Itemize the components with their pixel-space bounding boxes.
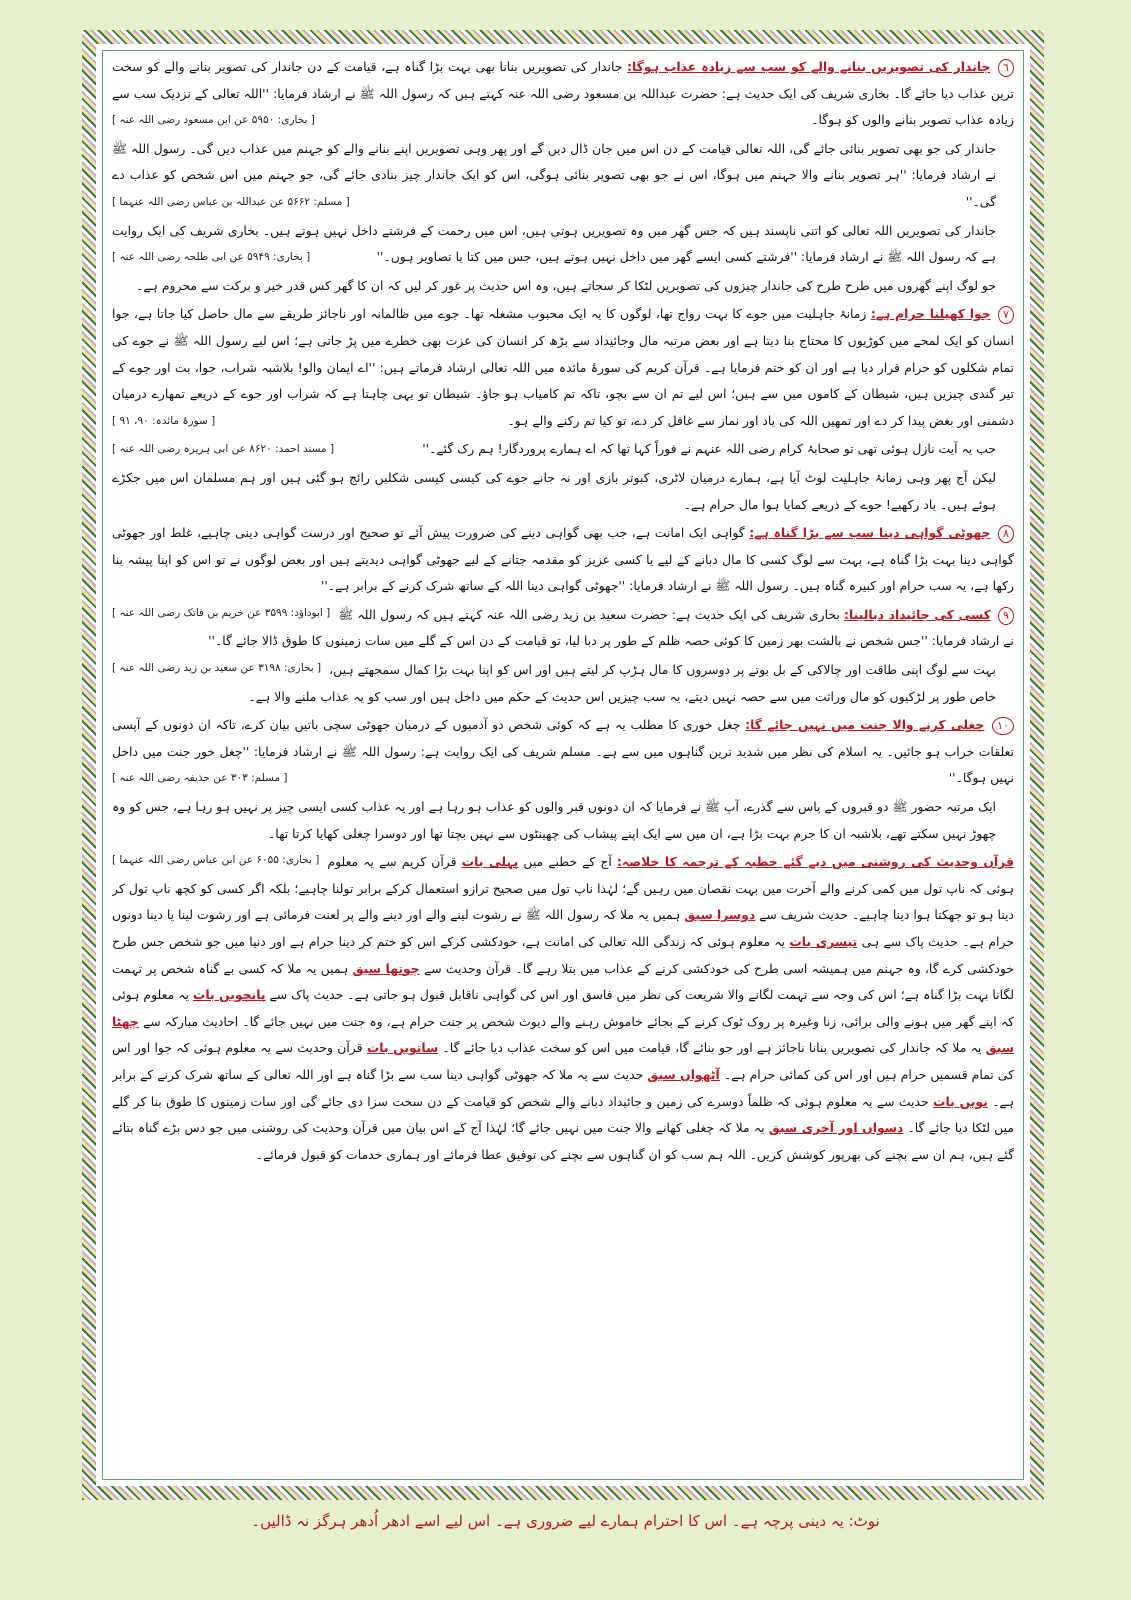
- paragraph-text: جو لوگ اپنے گھروں میں طرح طرح کی جاندار چیزوں کی تصویریں لٹکا کر سجاتے ہیں، وہ اس حدیث پر غور کر لیں کہ ان کا گھر کس قدر خیر و برکت سے محروم ہے۔: [136, 277, 996, 293]
- reference-citation: [ مسلم: ۵۶۶۲ عن عبداللہ بن عباس رضی اللہ عنہما ]: [112, 195, 350, 208]
- section-10-intro: [112, 712, 1014, 792]
- section-6-para-4: [112, 273, 1014, 300]
- section-number: ٩: [998, 607, 1014, 625]
- section-number: ٧: [998, 306, 1014, 324]
- reference-citation: [ بخاری: ۵۹۵۰ عن ابن مسعود رضی اللہ عنہ ]: [112, 114, 315, 127]
- page-body: [112, 54, 1014, 1472]
- reference-citation: [ بخاری: ۳۱۹۸ عن سعید بن زید رضی اللہ عنہ ]: [112, 662, 322, 675]
- reference-citation: [ بخاری: ۵۹۴۹ عن ابی طلحہ رضی اللہ عنہ ]: [112, 251, 311, 264]
- section-6-para-2: [112, 136, 1014, 216]
- paragraph-text: بہت سے لوگ اپنی طاقت اور چالاکی کے بل بوتے پر دوسروں کا مال ہڑپ کر لیتے ہیں اور اس کو اپنا بہت بڑا کمال سمجھتے ہیں، خاص طور پر لڑکیوں کو مال وراثت میں سے حصہ نہیں دیتے، یہ سب چیزیں اس حدیث کے حکم میں داخل ہیں اور سب کو یہ عذاب ملنے والا ہے۔: [248, 662, 996, 704]
- summary-text: حدیث سے یہ ملا کہ جھوٹی گواہی دینا سب سے بڑا گناہ ہے اور اللہ تعالی کے ساتھ شرک کرنے کے برابر ہے۔: [112, 1066, 1014, 1109]
- paragraph-text: گواہی ایک امانت ہے، جب بھی گواہی دینے کی ضرورت پیش آئے تو صحیح اور درست گواہی دینی چاہیے، غلط اور جھوٹی گواہی دینا بہت بڑا گناہ ہے، بہت سے لوگ کسی کا مال دبانے کے لیے یا کسی عزیز کو مقدمہ جتانے کے لیے جھوٹی گواہی دیدیتے ہیں اور بعض لوگوں نے تو اس کو اپنا پیشہ بنا رکھا ہے، یہ سب حرام اور کبیرہ گناہ ہیں۔ رسول اللہ ﷺ نے ارشاد فرمایا: ''جھوٹی گواہی دینا اللہ کے ساتھ شرک کرنے کے برابر ہے۔'': [112, 525, 1014, 594]
- section-7-para-2: [112, 436, 1014, 463]
- reference-citation: [ مسلم: ۳۰۳ عن حذیفہ رضی اللہ عنہ ]: [112, 772, 288, 785]
- section-heading: جاندار کی تصویریں بنانے والے کو سب سے زیادہ عذاب ہوگا:: [627, 59, 991, 74]
- section-6-intro: [112, 54, 1014, 134]
- summary-keyword: نویں بات: [933, 1093, 988, 1109]
- reference-citation: [ سورۂ مائدہ: ۹۰، ۹۱ ]: [112, 414, 216, 427]
- section-heading: جھوٹی گواہی دینا سب سے بڑا گناہ ہے:: [749, 525, 991, 541]
- paragraph-text: جب یہ آیت نازل ہوئی تھی تو صحابۂ کرام رضی اللہ عنہم نے فوراً کہا تھا کہ اے ہمارے پروردگار! ہم رک گئے۔'': [422, 441, 996, 457]
- paragraph-text: بخاری شریف کی ایک حدیث ہے: حضرت سعید بن زید رضی اللہ عنہ کہتے ہیں کہ رسول اللہ ﷺ نے ارشاد فرمایا: ''جس شخص نے بالشت بھر زمین کا کوئی حصہ ظلم کے طور پر دبا لیا، تو قیامت کے دن اس کے گلے میں سات زمینوں کا طوق ڈالا جائے گا۔'': [208, 606, 1014, 649]
- paragraph-text: لیکن آج پھر وہی زمانۂ جاہلیت لوٹ آیا ہے، ہمارے درمیان لاٹری، کبوتر بازی اور نہ جانے جوے کی کیسی کیسی شکلیں رائج ہو گئی ہیں اور ہم مسلمان اس میں جکڑے ہوئے ہیں۔ یاد رکھیے! جوے کے ذریعے کمایا ہوا مال حرام ہے۔: [112, 469, 996, 512]
- summary-keyword: دوسرا سبق: [684, 907, 756, 923]
- section-heading: چغلی کرنے والا جنت میں نہیں جائے گا:: [745, 717, 985, 733]
- section-heading: جوا کھیلنا حرام ہے:: [870, 306, 991, 322]
- paragraph-text: زمانۂ جاہلیت میں جوے کا بہت رواج تھا، لوگوں کا یہ ایک محبوب مشغلہ تھا۔ جوے میں ظالمانہ اور ناجائز طریقے سے مال حاصل کیا جاتا ہے، جوا انسان کو ایک لمحے میں کوڑیوں کا محتاج بنا دیتا ہے اور بعض مرتبہ مال وجائیداد سے بڑھ کر انسان کی عزت بھی خطرے میں پڑ جاتی ہے؛ اس لیے رسول اللہ ﷺ نے جوے کی تمام شکلوں کو حرام قرار دیا ہے اور ان کو ختم فرمایا ہے۔ قرآن کریم کی سورۂ مائدہ میں اللہ تعالی ارشاد فرماتے ہیں: ''اے ایمان والو! بلاشبہ شراب، جوا، بت اور جوے کے تیر گندی چیزیں ہیں، شیطان کے کاموں میں سے ہیں؛ اس لیے تم ان سے بچو، تاکہ تم کامیاب ہو جاؤ۔ شیطان تو یہی چاہتا ہے کہ شراب اور جوے کے ذریعے تمھارے درمیان دشمنی اور بغض پیدا کر دے اور تمھیں اللہ کی یاد اور نماز سے غافل کر دے، تو کیا تم رکنے والے ہو۔: [112, 306, 1014, 428]
- summary-section: [112, 849, 1014, 1168]
- summary-keyword: چوتھا سبق: [352, 960, 420, 976]
- section-number: ٦: [998, 59, 1014, 77]
- reference-citation: [ بخاری: ۶۰۵۵ عن ابن عباس رضی اللہ عنہما ]: [112, 854, 320, 867]
- paragraph-text: چغل خوری کا مطلب یہ ہے کہ کوئی شخص دو آدمیوں کے درمیان جھوٹی سچی باتیں بیان کرے، تاکہ ان دونوں کے آپسی تعلقات خراب ہو جائیں۔ یہ اسلام کی نظر میں شدید ترین گناہوں میں سے ہے۔ مسلم شریف کی ایک روایت ہے: رسول اللہ ﷺ نے ارشاد فرمایا: ''چغل خور جنت میں داخل نہیں ہوگا۔'': [112, 717, 1014, 786]
- section-7-para-3: [112, 465, 1014, 518]
- summary-text: حدیث سے یہ معلوم ہوئی کہ ظلماً دوسرے کی زمین و جائیداد دبانے والے شخص کو قیامت کے دن سخت سزا دی جائے گی اور سات زمینوں کا طوق بنا کر گلے میں لٹکا دیا جائے گا۔: [112, 1093, 1014, 1136]
- summary-text: یہ ملا کہ جاندار کی تصویریں بنانا ناجائز ہے اور جو بنائے گا، قیامت میں اس کو سخت عذاب دیا جائے گا۔: [442, 1040, 982, 1056]
- summary-text: قرآن وحدیث سے یہ معلوم ہوئی کہ جوا اور اس کی تمام قسمیں حرام ہیں اور اس کی کمائی حرام ہے۔: [112, 1040, 1014, 1082]
- summary-heading: قرآن وحدیث کی روشنی میں دیے گئے خطبہ کے ترجمہ کا خلاصہ:: [616, 854, 1014, 870]
- summary-text: قرآن کریم سے یہ معلوم ہوئی کہ ناپ تول میں کمی کرنے والے آخرت میں بہت نقصان میں رہیں گے؛ لہٰذا ناپ تول میں صحیح ترازو استعمال کرکے برابر تولنا چاہیے؛ بلکہ اگر کسی کو کچھ ناپ تول کر دینا ہو تو جھکتا ہوا دینا چاہیے۔ حدیث شریف سے: [112, 854, 1014, 923]
- summary-keyword: تیسری بات: [789, 934, 858, 949]
- paragraph-text: جاندار کی جو بھی تصویر بنائی جائے گی، اللہ تعالی قیامت کے دن اس میں جان ڈال دیں گے اور پھر وہی تصویریں اپنے بنانے والے کو جہنم میں عذاب دیں گی۔ رسول اللہ ﷺ نے ارشاد فرمایا: ''ہر تصویر بنانے والا جہنم میں ہوگا، اس نے جو بھی تصویر بنائی ہوگی، اس کو ایک جاندار چیز بنادی جائے گی، جو جہنم میں اس شخص کو عذاب دے گی۔'': [112, 140, 996, 209]
- summary-keyword: پہلی بات: [461, 854, 519, 870]
- section-heading: کسی کی جائیداد دبالینا:: [844, 606, 991, 622]
- summary-keyword: آٹھواں سبق: [647, 1066, 720, 1082]
- summary-text: ہمیں یہ ملا کہ رسول اللہ ﷺ نے رشوت لینے والے اور دینے والے پر لعنت فرمائی ہے اور رشوت لینا یا دینا دونوں حرام ہے۔ حدیث پاک سے ہی: [112, 907, 1014, 949]
- summary-text: یہ معلوم ہوئی کہ اپنے گھر میں ہونے والی برائی، زنا وغیرہ پر روک ٹوک کرنے کے بجائے خاموش رہنے والے دیوث شخص پر جنت حرام ہے، وہ جنت میں نہیں جائے گا۔ احادیث مبارکہ سے: [112, 987, 1014, 1029]
- reference-citation: [ مسند احمد: ۸۶۲۰ عن ابی ہریرہ رضی اللہ عنہ ]: [112, 443, 335, 456]
- section-7-intro: [112, 301, 1014, 434]
- summary-text: یہ ملا کہ چغلی کھانے والا جنت میں نہیں جائے گا؛ لہٰذا آج کے اس بیان میں قرآن وحدیث کی روشنی میں جو دس بڑے گناہ بتائے گئے ہیں، ہم ان سے بچنے کی بھرپور کوشش کریں۔ اللہ ہم سب کو ان گناہوں سے بچنے کی توفیق عطا فرمائے اور ہماری خدمات کو قبول فرمائے۔: [112, 1120, 1014, 1162]
- section-number: ١٠: [992, 717, 1014, 735]
- summary-text: یہ معلوم ہوئی کہ زندگی اللہ تعالی کی امانت ہے، خودکشی کرکے اس کو ختم کر دینا حرام ہے اور دنیا میں جو شخص جس طرح خودکشی کرے گا، وہ جہنم میں ہمیشہ اسی طرح کی خودکشی کرنے کے عذاب میں بتلا رہے گا۔ قرآن وحدیث سے: [112, 934, 1014, 976]
- summary-text: ہمیں یہ ملا کہ کسی بے گناہ شخص پر تہمت لگانا بہت بڑا گناہ ہے؛ اس کی وجہ سے تہمت لگانے والا شریعت کی نظر میں فاسق اور اس کی گواہی ناقابل قبول ہو جاتی ہے۔ حدیث پاک سے: [112, 960, 1014, 1003]
- footer-note: نوٹ: یہ دینی پرچہ ہے۔ اس کا احترام ہمارے لیے ضروری ہے۔ اس لیے اسے ادھر اُدھر ہرگز نہ ڈالیں۔: [251, 1512, 880, 1530]
- summary-keyword: ساتویں بات: [366, 1040, 439, 1056]
- paragraph-text: ایک مرتبہ حضور ﷺ دو قبروں کے پاس سے گذرے، آپ ﷺ نے فرمایا کہ ان دونوں قبر والوں کو عذاب ہو رہا ہے اور یہ عذاب کسی ایسی چیز پر نہیں ہو رہا ہے، جس کو وہ چھوڑ نہیں سکتے تھے، بلاشبہ ان کا جرم بہت بڑا ہے، ان میں سے ایک اپنے پیشاب کی چھینٹوں سے نہیں بچتا تھا اور دوسرا چغلی کھایا کرتا تھا۔: [112, 799, 996, 841]
- section-number: ٨: [998, 525, 1014, 543]
- paragraph-text: جاندار کی تصویریں بنانا بھی بہت بڑا گناہ ہے، قیامت کے دن جاندار کی تصویر بنانے والے کو سخت ترین عذاب دیا جائے گا۔ بخاری شریف کی ایک حدیث ہے: حضرت عبداللہ بن مسعود رضی اللہ عنہ کہتے ہیں کہ رسول اللہ ﷺ نے ارشاد فرمایا: ''اللہ تعالی کے نزدیک سب سے زیادہ عذاب تصویر بنانے والوں کو ہوگا۔: [112, 59, 1014, 128]
- section-6-para-3: [112, 218, 1014, 271]
- summary-keyword: پانچویں بات: [192, 987, 266, 1003]
- summary-text: آج کے خطبے میں: [523, 854, 612, 870]
- summary-keyword: دسواں اور آخری سبق: [768, 1120, 904, 1136]
- summary-keyword: چھٹا سبق: [112, 1013, 1014, 1056]
- paragraph-text: جاندار کی تصویریں اللہ تعالی کو اتنی ناپسند ہیں کہ جس گھر میں وہ تصویریں ہوتی ہیں، اس میں رحمت کے فرشتے داخل نہیں ہوتے ہیں۔ بخاری شریف کی ایک روایت ہے کہ رسول اللہ ﷺ نے ارشاد فرمایا: ''فرشتے کسی ایسے گھر میں داخل نہیں ہوتے ہیں، جس میں کتا یا تصاویر ہوں۔'': [112, 222, 996, 265]
- decorative-border-frame: [82, 30, 1044, 1500]
- reference-citation: [ ابوداؤد: ۳۵۹۹ عن خریم بن فاتک رضی اللہ عنہ ]: [112, 606, 331, 619]
